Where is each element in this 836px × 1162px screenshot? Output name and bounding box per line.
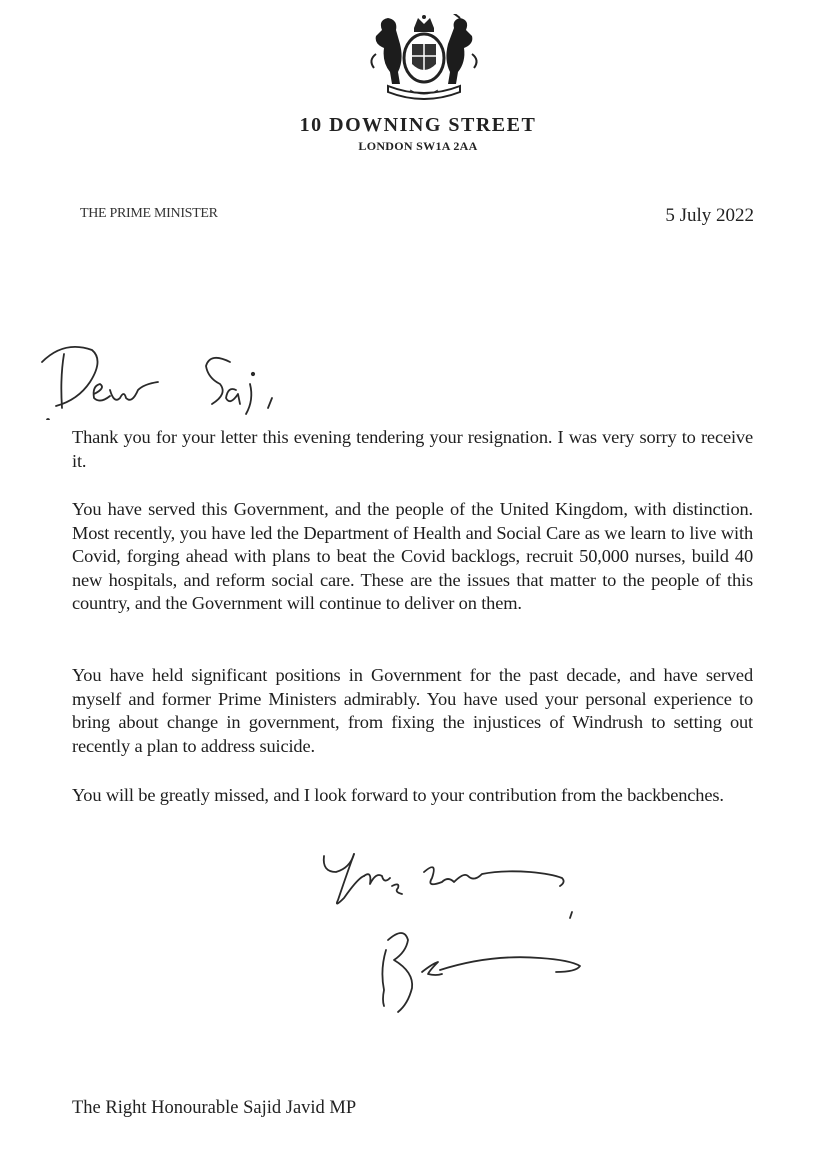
- handwritten-salutation: [34, 338, 294, 420]
- address-city: LONDON SW1A 2AA: [358, 139, 478, 153]
- letter-date: 5 July 2022: [665, 205, 754, 226]
- paragraph-2: You have served this Government, and the people of the United Kingdom, with distinction. Most recently, you have led the Department of Health and Social Care as we learn to live with Covid, forging ahead with plans to beat the Covid backlogs, recruit 50,000 nurses, build 40 new hospitals, and reform social care. These are the issues that matter to the people of this country, and the Government will continue to deliver on them.: [72, 499, 753, 613]
- recipient-name: The Right Honourable Sajid Javid MP: [72, 1098, 357, 1118]
- paragraph-3: You have held significant positions in Government for the past decade, and have served myself and former Prime Ministers admirably. You have used your personal experience to bring about change in government, from fixing the injustices of Windrush to setting out recently a plan to address suicide.: [72, 665, 753, 756]
- signature: [370, 920, 610, 1016]
- handwritten-closing: [314, 842, 614, 922]
- sender-title: THE PRIME MINISTER: [80, 206, 218, 221]
- royal-coat-of-arms-icon: [368, 14, 480, 100]
- paragraph-4: You will be greatly missed, and I look forward to your contribution from the backbenches.: [72, 785, 724, 805]
- address-street: 10 DOWNING STREET: [299, 114, 537, 136]
- paragraph-1: Thank you for your letter this evening tendering your resignation. I was very sorry to receive it.: [72, 427, 753, 471]
